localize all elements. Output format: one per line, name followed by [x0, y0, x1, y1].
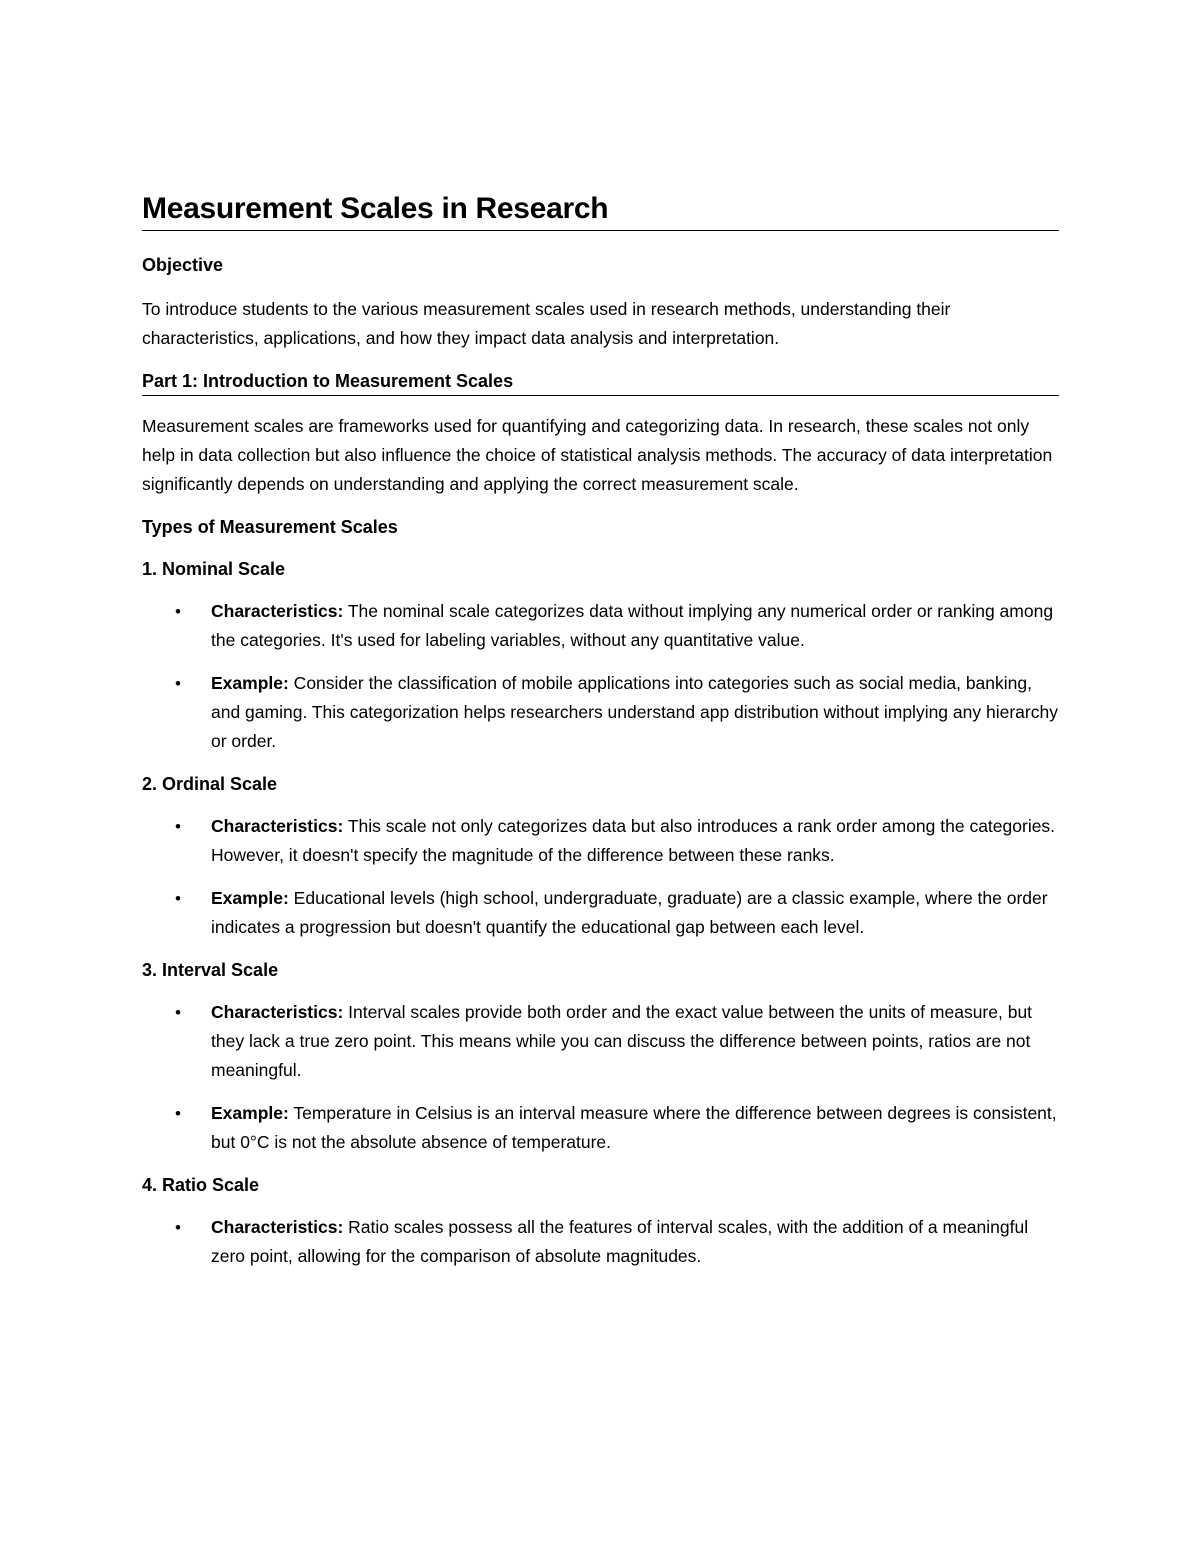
- item-text: Consider the classification of mobile applications into categories such as social media, banking, and gaming. This categorization helps researchers understand app distribution without implying any hierarchy or order.: [211, 673, 1058, 751]
- bullet-icon: •: [175, 1003, 181, 1022]
- objective-heading: Objective: [142, 255, 224, 275]
- item-term: Characteristics:: [211, 816, 344, 836]
- item-text: The nominal scale categorizes data without implying any numerical order or ranking among the categories. It's used for labeling variables, without any quantitative value.: [211, 601, 1054, 650]
- item-term: Example:: [211, 888, 289, 908]
- list-item: [142, 1213, 1059, 1271]
- bullet-icon: •: [175, 1104, 181, 1123]
- item-text: This scale not only categorizes data but also introduces a rank order among the categories. However, it doesn't specify the magnitude of the difference between these ranks.: [211, 816, 1056, 865]
- types-heading: Types of Measurement Scales: [142, 517, 398, 537]
- objective-text: To introduce students to the various measurement scales used in research methods, understanding their characteristics, applications, and how they impact data analysis and interpretation.: [142, 299, 951, 348]
- interval-scale-list: [142, 998, 1059, 1157]
- list-item: [142, 812, 1059, 870]
- list-item: [142, 1099, 1059, 1157]
- ordinal-scale-heading: 2. Ordinal Scale: [142, 774, 278, 794]
- list-item: [142, 597, 1059, 655]
- nominal-scale-list: [142, 597, 1059, 756]
- item-text: Ratio scales possess all the features of interval scales, with the addition of a meaningful zero point, allowing for the comparison of absolute magnitudes.: [211, 1217, 1029, 1266]
- item-term: Characteristics:: [211, 1217, 344, 1237]
- bullet-icon: •: [175, 817, 181, 836]
- item-text: Temperature in Celsius is an interval measure where the difference between degrees is consistent, but 0°C is not the absolute absence of temperature.: [211, 1103, 1057, 1152]
- interval-scale-heading: 3. Interval Scale: [142, 960, 279, 980]
- item-term: Example:: [211, 1103, 289, 1123]
- part1-text: Measurement scales are frameworks used for quantifying and categorizing data. In research, these scales not only help in data collection but also influence the choice of statistical analysis methods. The accuracy of data interpretation significantly depends on understanding and applying the correct measurement scale.: [142, 416, 1053, 494]
- item-text: Educational levels (high school, undergraduate, graduate) are a classic example, where the order indicates a progression but doesn't quantify the educational gap between each level.: [211, 888, 1048, 937]
- bullet-icon: •: [175, 889, 181, 908]
- ratio-scale-heading: 4. Ratio Scale: [142, 1175, 260, 1195]
- page-title: Measurement Scales in Research: [142, 190, 1059, 231]
- ordinal-scale-list: [142, 812, 1059, 942]
- ratio-scale-list: [142, 1213, 1059, 1271]
- bullet-icon: •: [175, 1218, 181, 1237]
- part1-heading: Part 1: Introduction to Measurement Scales: [142, 367, 1059, 396]
- item-term: Characteristics:: [211, 1002, 344, 1022]
- nominal-scale-heading: 1. Nominal Scale: [142, 559, 286, 579]
- bullet-icon: •: [175, 602, 181, 621]
- bullet-icon: •: [175, 674, 181, 693]
- list-item: [142, 669, 1059, 756]
- list-item: [142, 884, 1059, 942]
- item-text: Interval scales provide both order and the exact value between the units of measure, but they lack a true zero point. This means while you can discuss the difference between points, ratios are not meaningful.: [211, 1002, 1033, 1080]
- document-page: [142, 190, 1059, 1271]
- item-term: Example:: [211, 673, 289, 693]
- list-item: [142, 998, 1059, 1085]
- item-term: Characteristics:: [211, 601, 344, 621]
